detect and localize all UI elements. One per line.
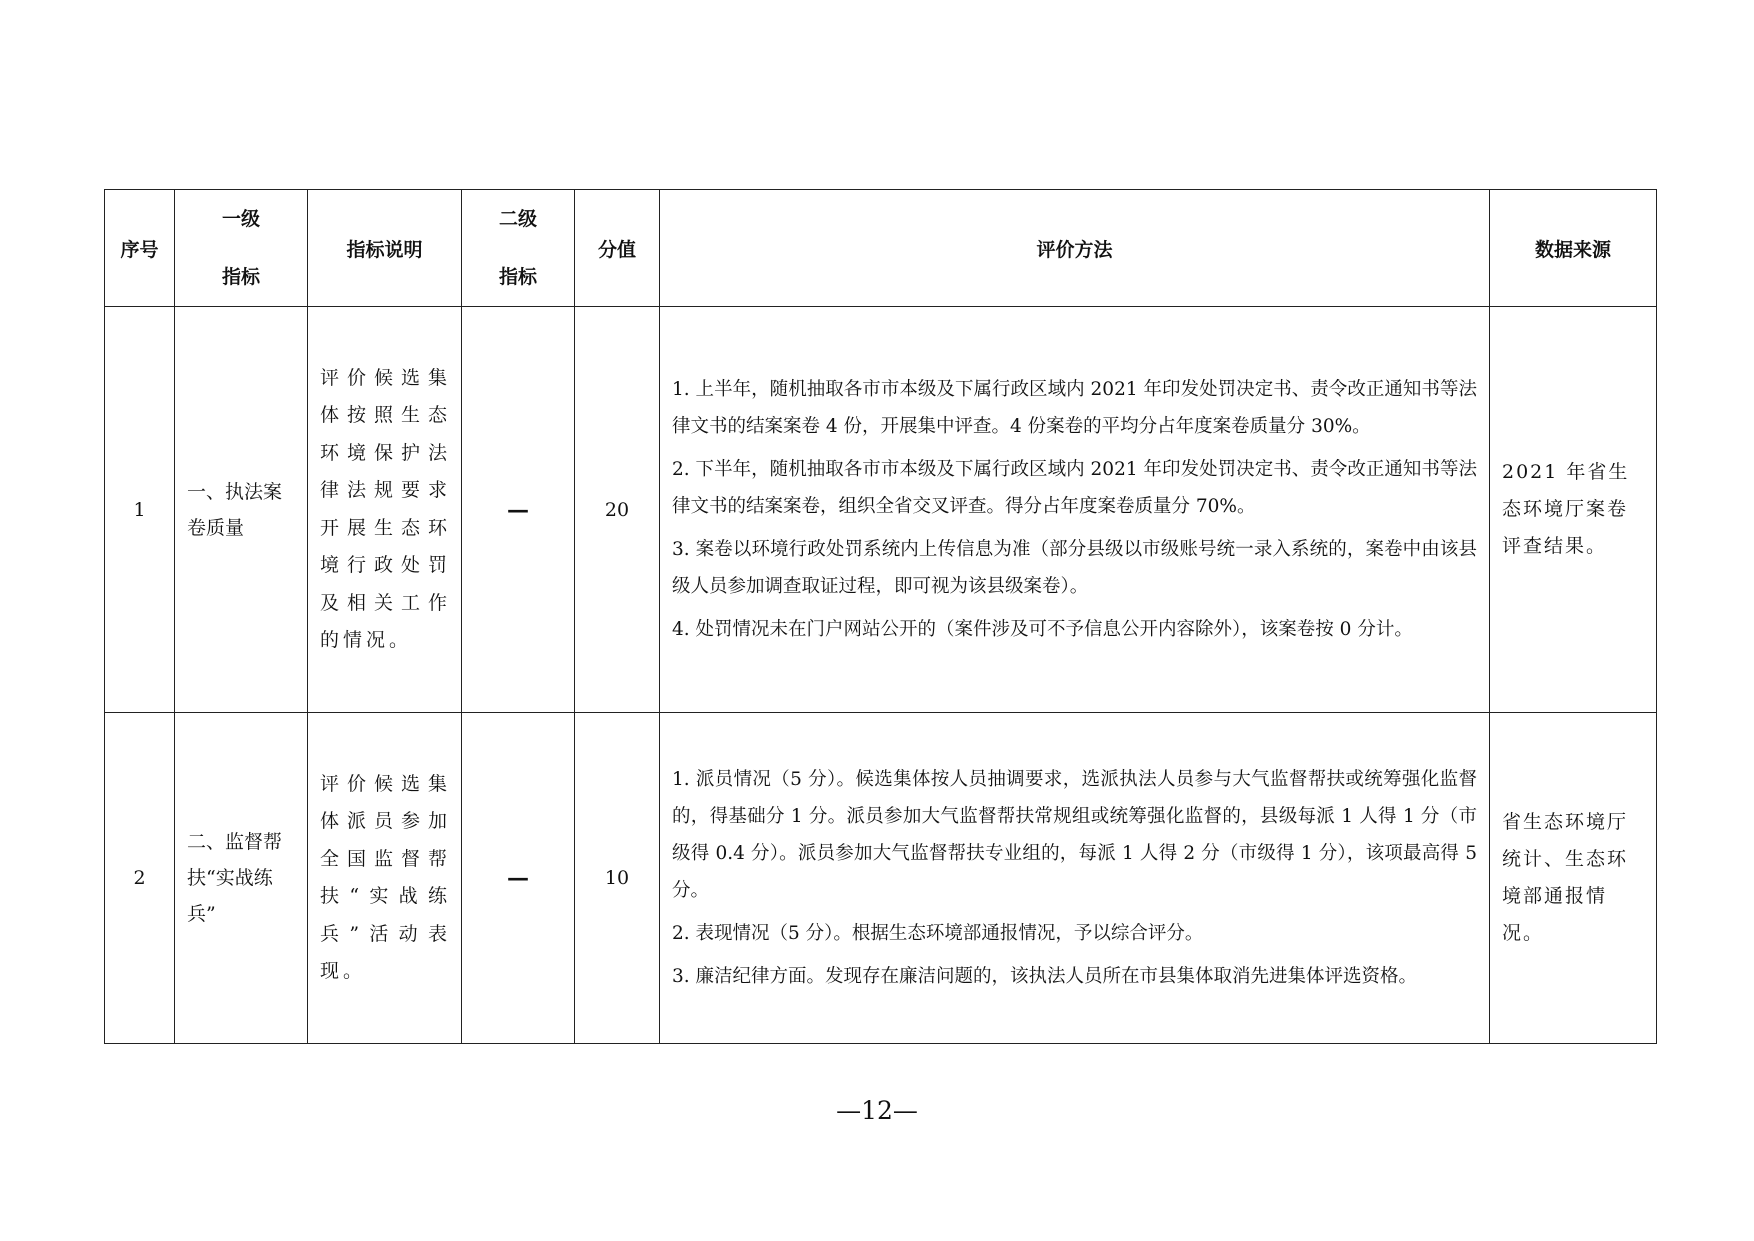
header-score: 分值	[575, 190, 660, 307]
table-row	[105, 713, 1657, 1044]
row-desc: 评价候选集体派员参加全国监督帮扶“实战练兵”活动表现。	[308, 713, 462, 1044]
header-desc: 指标说明	[308, 190, 462, 307]
header-level1-line2: 指标	[221, 266, 260, 288]
header-no: 序号	[105, 190, 175, 307]
row-score: 10	[575, 713, 660, 1044]
row-level2: —	[462, 307, 575, 713]
row-method	[660, 307, 1490, 713]
page-number: —12—	[836, 1096, 918, 1125]
header-level2-line1: 二级	[498, 208, 537, 230]
evaluation-table	[104, 189, 1657, 1044]
row-source: 省生态环境厅统计、生态环境部通报情况。	[1490, 713, 1657, 1044]
header-method: 评价方法	[660, 190, 1490, 307]
header-level2-line2: 指标	[498, 266, 537, 288]
method-item: 2. 表现情况（5 分）。根据生态环境部通报情况，予以综合评分。	[672, 923, 1204, 944]
row-level2: —	[462, 713, 575, 1044]
header-source: 数据来源	[1490, 190, 1657, 307]
header-level1-line1: 一级	[221, 208, 260, 230]
row-source: 2021 年省生态环境厅案卷评查结果。	[1490, 307, 1657, 713]
header-level2	[462, 190, 575, 307]
method-item: 4. 处罚情况未在门户网站公开的（案件涉及可不予信息公开内容除外），该案卷按 0 分计。	[672, 619, 1413, 640]
row-no: 1	[105, 307, 175, 713]
row-no: 2	[105, 713, 175, 1044]
method-item: 1. 上半年，随机抽取各市市本级及下属行政区域内 2021 年印发处罚决定书、责令改正通知书等法律文书的结案案卷 4 份，开展集中评查。4 份案卷的平均分占年度案卷质量分 30%。	[672, 379, 1477, 437]
method-item: 3. 廉洁纪律方面。发现存在廉洁问题的，该执法人员所在市县集体取消先进集体评选资格。	[672, 966, 1418, 987]
method-item: 2. 下半年，随机抽取各市市本级及下属行政区域内 2021 年印发处罚决定书、责令改正通知书等法律文书的结案案卷，组织全省交叉评查。得分占年度案卷质量分 70%。	[672, 459, 1477, 517]
method-item: 1. 派员情况（5 分）。候选集体按人员抽调要求，选派执法人员参与大气监督帮扶或统筹强化监督的，得基础分 1 分。派员参加大气监督帮扶常规组或统筹强化监督的，县级每派 1 人得 1 分（市级得 0.4 分）。派员参加大气监督帮扶专业组的，每派 1 人得 2 分（市级得 1 分），该项最高得 5 分。	[672, 769, 1477, 901]
row-desc: 评价候选集体按照生态环境保护法律法规要求开展生态环境行政处罚及相关工作的情况。	[308, 307, 462, 713]
row-level1: 一、执法案卷质量	[175, 307, 308, 713]
table-row	[105, 307, 1657, 713]
header-level1	[175, 190, 308, 307]
row-level1: 二、监督帮扶“实战练兵”	[175, 713, 308, 1044]
row-method	[660, 713, 1490, 1044]
header-row	[105, 190, 1657, 307]
row-score: 20	[575, 307, 660, 713]
method-item: 3. 案卷以环境行政处罚系统内上传信息为准（部分县级以市级账号统一录入系统的，案卷中由该县级人员参加调查取证过程，即可视为该县级案卷）。	[672, 539, 1477, 597]
